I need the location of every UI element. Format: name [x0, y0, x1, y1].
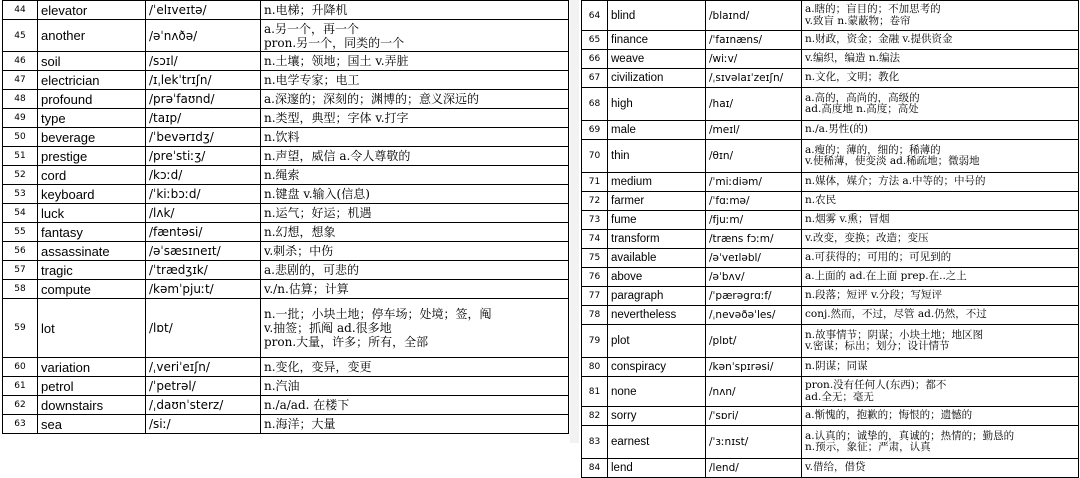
english-word: soil	[38, 52, 146, 71]
phonetic-transcription: /əˈveɪləbl/	[706, 249, 802, 268]
chinese-definition	[802, 325, 1079, 358]
definition-line: v.编织，编造 n.编法	[805, 52, 900, 65]
chinese-definition	[261, 185, 569, 204]
page-divider	[570, 0, 579, 443]
phonetic-transcription: /ˌveriˈeɪʃn/	[146, 358, 261, 377]
chinese-definition	[261, 52, 569, 71]
vocab-row	[3, 396, 569, 415]
chinese-definition	[802, 358, 1079, 377]
vocab-row	[3, 90, 569, 109]
row-number: 70	[582, 140, 608, 173]
vocab-row	[582, 69, 1079, 88]
english-word: conspiracy	[608, 358, 706, 377]
definition-line: n./a/ad. 在楼下	[264, 398, 350, 412]
vocab-row	[3, 71, 569, 90]
chinese-definition	[802, 1, 1079, 31]
chinese-definition	[261, 90, 569, 109]
english-word: type	[38, 109, 146, 128]
english-word: assassinate	[38, 242, 146, 261]
chinese-definition	[802, 69, 1079, 88]
english-word: transform	[608, 230, 706, 249]
vocab-row	[582, 88, 1079, 121]
english-word: petrol	[38, 377, 146, 396]
definition-line: n.文化，文明；教化	[805, 71, 900, 84]
vocab-row	[3, 261, 569, 280]
vocab-row	[582, 377, 1079, 407]
phonetic-transcription: /ˈkiːbɔːd/	[146, 185, 261, 204]
row-number: 45	[3, 20, 38, 52]
phonetic-transcription: /θɪn/	[706, 140, 802, 173]
definition-line: a.上面的 ad.在上面 prep.在..之上	[805, 270, 967, 283]
definition-line: a.高的，高尚的，高级的	[805, 91, 920, 104]
phonetic-transcription: /wiːv/	[706, 50, 802, 69]
row-number: 48	[3, 90, 38, 109]
english-word: profound	[38, 90, 146, 109]
definition-line: a.另一个，再一个	[264, 21, 359, 36]
definition-line: n.媒体，媒介；方法 a.中等的；中号的	[805, 175, 986, 188]
definition-line: n.绳索	[264, 168, 300, 182]
phonetic-transcription: /əˈsæsɪneɪt/	[146, 242, 261, 261]
row-number: 73	[582, 211, 608, 230]
definition-line: v.借给，借贷	[805, 461, 866, 474]
row-number: 61	[3, 377, 38, 396]
phonetic-transcription: /ˈpærəgrɑːf/	[706, 287, 802, 306]
definition-line: n.预示，象征；严肃，认真	[805, 441, 931, 453]
english-word: fume	[608, 211, 706, 230]
vocab-row	[3, 147, 569, 166]
chinese-definition	[261, 261, 569, 280]
chinese-definition	[261, 280, 569, 299]
english-word: above	[608, 268, 706, 287]
row-number: 76	[582, 268, 608, 287]
vocab-row	[3, 415, 569, 434]
vocab-row	[3, 109, 569, 128]
definition-line: v.致盲 n.蒙蔽物；卷帘	[805, 14, 911, 27]
vocabulary-table-right	[581, 0, 1078, 478]
english-word: sorry	[608, 407, 706, 426]
phonetic-transcription: /ˈɜːnɪst/	[706, 426, 802, 459]
phonetic-transcription: /plɒt/	[706, 325, 802, 358]
chinese-definition	[802, 377, 1079, 407]
phonetic-transcription: /haɪ/	[706, 88, 802, 121]
english-word: another	[38, 20, 146, 52]
definition-line: n.烟雾 v.熏；冒烟	[805, 213, 890, 226]
row-number: 79	[582, 325, 608, 358]
vocab-row	[582, 306, 1079, 325]
phonetic-transcription: /siː/	[146, 415, 261, 434]
chinese-definition	[261, 415, 569, 434]
row-number: 58	[3, 280, 38, 299]
english-word: beverage	[38, 128, 146, 147]
chinese-definition	[802, 230, 1079, 249]
chinese-definition	[261, 147, 569, 166]
chinese-definition	[802, 249, 1079, 268]
vocab-row	[582, 140, 1079, 173]
vocab-row	[582, 173, 1079, 192]
english-word: male	[608, 121, 706, 140]
definition-line: n.一批；小块土地；停车场；处境；签，阄	[264, 307, 492, 321]
vocab-row	[3, 299, 569, 358]
row-number: 65	[582, 31, 608, 50]
definition-line: a.可获得的；可用的；可见到的	[805, 251, 952, 264]
chinese-definition	[261, 223, 569, 242]
vocab-row	[3, 166, 569, 185]
vocab-row	[3, 280, 569, 299]
definition-line: v./n.估算；计算	[264, 282, 349, 296]
row-number: 64	[582, 1, 608, 31]
row-number: 68	[582, 88, 608, 121]
definition-line: v.密谋；标出；划分；设计情节	[805, 340, 950, 352]
phonetic-transcription: /əˈnʌðə/	[146, 20, 261, 52]
chinese-definition	[261, 128, 569, 147]
english-word: plot	[608, 325, 706, 358]
english-word: medium	[608, 173, 706, 192]
chinese-definition	[802, 173, 1079, 192]
chinese-definition	[261, 396, 569, 415]
vocab-row	[582, 1, 1079, 31]
row-number: 54	[3, 204, 38, 223]
vocab-row	[582, 459, 1079, 478]
phonetic-transcription: /ˈmiːdiəm/	[706, 173, 802, 192]
english-word: fantasy	[38, 223, 146, 242]
vocab-row	[582, 211, 1079, 230]
vocab-row	[582, 50, 1079, 69]
definition-line: n.电梯；升降机	[264, 3, 348, 17]
phonetic-transcription: /kənˈspɪrəsi/	[706, 358, 802, 377]
phonetic-transcription: /lɒt/	[146, 299, 261, 358]
row-number: 46	[3, 52, 38, 71]
vocab-row	[582, 358, 1079, 377]
phonetic-transcription: /ˌnevəðəˈles/	[706, 306, 802, 325]
vocab-row	[3, 204, 569, 223]
definition-line: n.海洋；大量	[264, 417, 336, 431]
english-word: variation	[38, 358, 146, 377]
definition-line: a.认真的；诚挚的，真诚的；热情的；勤恳的	[805, 429, 1015, 442]
english-word: earnest	[608, 426, 706, 459]
chinese-definition	[802, 88, 1079, 121]
vocab-row	[582, 230, 1079, 249]
definition-line: n.键盘 v.输入(信息)	[264, 187, 370, 201]
english-word: compute	[38, 280, 146, 299]
phonetic-transcription: /kəmˈpjuːt/	[146, 280, 261, 299]
vocabulary-table-left	[2, 0, 568, 434]
row-number: 56	[3, 242, 38, 261]
chinese-definition	[802, 287, 1079, 306]
vocab-row	[582, 426, 1079, 459]
definition-line: a.惭愧的，抱歉的；悔恨的；遗憾的	[805, 409, 973, 422]
definition-line: n.土壤；领地；国土 v.弄脏	[264, 54, 409, 68]
chinese-definition	[802, 211, 1079, 230]
row-number: 51	[3, 147, 38, 166]
row-number: 47	[3, 71, 38, 90]
definition-line: n.声望，威信 a.令人尊敬的	[264, 149, 411, 163]
definition-line: pron.没有任何人(东西)；都不	[805, 379, 947, 391]
phonetic-transcription: /nʌn/	[706, 377, 802, 407]
phonetic-transcription: /ˈpetrəl/	[146, 377, 261, 396]
definition-line: n.变化，变异，变更	[264, 360, 372, 374]
phonetic-transcription: /ˌdaʊnˈsterz/	[146, 396, 261, 415]
english-word: high	[608, 88, 706, 121]
chinese-definition	[802, 50, 1079, 69]
vocab-row	[582, 287, 1079, 306]
definition-line: n.故事情节；阴谋；小块土地；地区图	[805, 328, 984, 341]
phonetic-transcription: /ˈtrædʒɪk/	[146, 261, 261, 280]
phonetic-transcription: /sɔɪl/	[146, 52, 261, 71]
definition-line: n.运气；好运；机遇	[264, 206, 372, 220]
row-number: 62	[3, 396, 38, 415]
row-number: 52	[3, 166, 38, 185]
english-word: keyboard	[38, 185, 146, 204]
english-word: finance	[608, 31, 706, 50]
phonetic-transcription: /fæntəsi/	[146, 223, 261, 242]
vocab-row	[582, 31, 1079, 50]
definition-line: n.阴谋；同谋	[805, 360, 868, 373]
definition-line: v.刺杀；中伤	[264, 244, 334, 258]
vocab-row	[3, 1, 569, 20]
phonetic-transcription: /preˈstiːʒ/	[146, 147, 261, 166]
phonetic-transcription: /prəˈfaʊnd/	[146, 90, 261, 109]
phonetic-transcription: /træns fɔːm/	[706, 230, 802, 249]
chinese-definition	[261, 299, 569, 358]
row-number: 57	[3, 261, 38, 280]
chinese-definition	[802, 192, 1079, 211]
definition-line: conj.然而，不过，尽管 ad.仍然，不过	[805, 308, 987, 321]
english-word: available	[608, 249, 706, 268]
phonetic-transcription: /ˈelɪveɪtə/	[146, 1, 261, 20]
phonetic-transcription: /ˈbevərɪdʒ/	[146, 128, 261, 147]
chinese-definition	[261, 1, 569, 20]
chinese-definition	[802, 121, 1079, 140]
english-word: lend	[608, 459, 706, 478]
definition-line: n.幻想，想象	[264, 225, 336, 239]
definition-line: a.瘦的；薄的，细的；稀薄的	[805, 143, 941, 156]
vocab-row	[582, 325, 1079, 358]
row-number: 69	[582, 121, 608, 140]
chinese-definition	[261, 242, 569, 261]
phonetic-transcription: /ˈfaɪnæns/	[706, 31, 802, 50]
definition-line: pron.另一个，同类的一个	[264, 35, 405, 50]
vocab-row	[3, 52, 569, 71]
row-number: 71	[582, 173, 608, 192]
english-word: farmer	[608, 192, 706, 211]
definition-line: a.深邃的；深刻的；渊博的；意义深远的	[264, 92, 479, 106]
vocab-row	[3, 377, 569, 396]
row-number: 77	[582, 287, 608, 306]
definition-line: a.悲剧的，可悲的	[264, 263, 359, 277]
english-word: prestige	[38, 147, 146, 166]
phonetic-transcription: /taɪp/	[146, 109, 261, 128]
definition-line: n.类型，典型；字体 v.打字	[264, 111, 409, 125]
definition-line: n.饮料	[264, 130, 300, 144]
english-word: tragic	[38, 261, 146, 280]
definition-line: v.抽签；抓阄 ad.很多地	[264, 321, 392, 335]
vocab-row	[582, 249, 1079, 268]
english-word: nevertheless	[608, 306, 706, 325]
chinese-definition	[261, 20, 569, 52]
phonetic-transcription: /əˈbʌv/	[706, 268, 802, 287]
row-number: 49	[3, 109, 38, 128]
row-number: 66	[582, 50, 608, 69]
vocab-row	[582, 192, 1079, 211]
vocab-row	[3, 128, 569, 147]
phonetic-transcription: /meɪl/	[706, 121, 802, 140]
definition-line: n.财政，资金；金融 v.提供资金	[805, 33, 953, 46]
vocab-row	[582, 121, 1079, 140]
english-word: none	[608, 377, 706, 407]
english-word: civilization	[608, 69, 706, 88]
chinese-definition	[261, 166, 569, 185]
definition-line: a.瞎的；盲目的；不加思考的	[805, 3, 941, 15]
row-number: 80	[582, 358, 608, 377]
row-number: 53	[3, 185, 38, 204]
row-number: 55	[3, 223, 38, 242]
english-word: weave	[608, 50, 706, 69]
phonetic-transcription: /lend/	[706, 459, 802, 478]
phonetic-transcription: /ˈsɒri/	[706, 407, 802, 426]
row-number: 75	[582, 249, 608, 268]
chinese-definition	[802, 140, 1079, 173]
chinese-definition	[802, 426, 1079, 459]
vocab-row	[3, 185, 569, 204]
vocab-row	[3, 358, 569, 377]
row-number: 63	[3, 415, 38, 434]
phonetic-transcription: /blaɪnd/	[706, 1, 802, 31]
english-word: lot	[38, 299, 146, 358]
vocab-row	[582, 407, 1079, 426]
phonetic-transcription: /ɪˌlekˈtrɪʃn/	[146, 71, 261, 90]
definition-line: n./a.男性(的)	[805, 123, 868, 136]
row-number: 59	[3, 299, 38, 358]
definition-line: v.改变，变换；改造；变压	[805, 232, 929, 245]
row-number: 81	[582, 377, 608, 407]
phonetic-transcription: /lʌk/	[146, 204, 261, 223]
vocab-row	[3, 223, 569, 242]
english-word: sea	[38, 415, 146, 434]
definition-line: pron.大量，许多；所有，全部	[264, 335, 429, 349]
definition-line: n.段落；短评 v.分段；写短评	[805, 289, 942, 302]
english-word: downstairs	[38, 396, 146, 415]
phonetic-transcription: /fjuːm/	[706, 211, 802, 230]
english-word: luck	[38, 204, 146, 223]
phonetic-transcription: /kɔːd/	[146, 166, 261, 185]
definition-line: n.汽油	[264, 379, 300, 393]
english-word: electrician	[38, 71, 146, 90]
vocab-row	[3, 242, 569, 261]
chinese-definition	[802, 407, 1079, 426]
definition-line: n.农民	[805, 194, 837, 207]
chinese-definition	[261, 109, 569, 128]
definition-line: ad.全无；毫无	[805, 390, 874, 403]
english-word: thin	[608, 140, 706, 173]
row-number: 83	[582, 426, 608, 459]
row-number: 50	[3, 128, 38, 147]
row-number: 72	[582, 192, 608, 211]
chinese-definition	[261, 377, 569, 396]
english-word: paragraph	[608, 287, 706, 306]
row-number: 44	[3, 1, 38, 20]
chinese-definition	[802, 459, 1079, 478]
definition-line: v.使稀薄，使变淡 ad.稀疏地；微弱地	[805, 155, 980, 167]
vocab-row	[582, 268, 1079, 287]
definition-line: n.电学专家；电工	[264, 73, 360, 87]
vocab-row	[3, 20, 569, 52]
english-word: elevator	[38, 1, 146, 20]
row-number: 82	[582, 407, 608, 426]
chinese-definition	[802, 268, 1079, 287]
row-number: 60	[3, 358, 38, 377]
chinese-definition	[261, 204, 569, 223]
chinese-definition	[802, 306, 1079, 325]
definition-line: ad.高度地 n.高度；高处	[805, 103, 919, 115]
row-number: 78	[582, 306, 608, 325]
row-number: 74	[582, 230, 608, 249]
english-word: blind	[608, 1, 706, 31]
row-number: 67	[582, 69, 608, 88]
chinese-definition	[261, 71, 569, 90]
row-number: 84	[582, 459, 608, 478]
chinese-definition	[802, 31, 1079, 50]
phonetic-transcription: /ˈfɑːmə/	[706, 192, 802, 211]
phonetic-transcription: /ˌsɪvəlaɪˈzeɪʃn/	[706, 69, 802, 88]
chinese-definition	[261, 358, 569, 377]
english-word: cord	[38, 166, 146, 185]
